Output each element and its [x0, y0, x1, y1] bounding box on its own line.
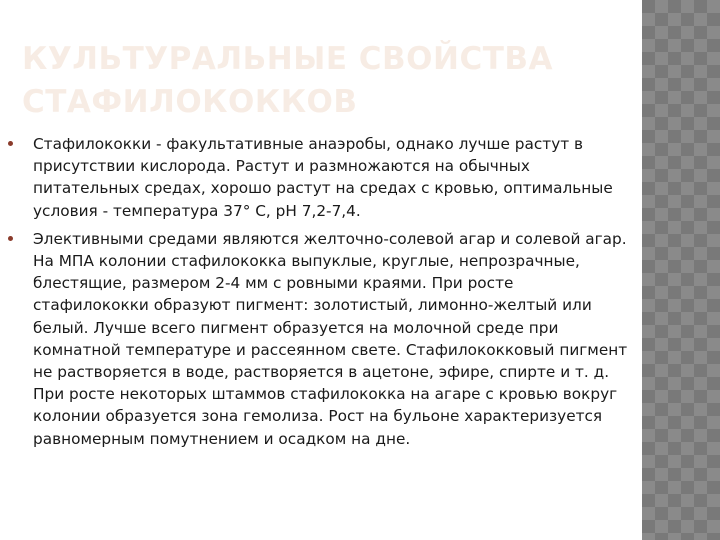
bullet-dot-icon — [8, 141, 13, 146]
decorative-pattern-overlay — [642, 0, 720, 540]
slide-title: КУЛЬТУРАЛЬНЫЕ СВОЙСТВА СТАФИЛОКОККОВ — [22, 41, 553, 120]
bullet-item — [8, 228, 628, 450]
bullet-dot-icon — [8, 236, 13, 241]
bullet-text: Стафилококки - факультативные анаэробы, однако лучше растут в присутствии кислорода. Растут и размножаются на обычных питательных средах, хорошо растут на средах с кровью, оптимальные условия - температура 37° С, рН 7,2-7,4. — [33, 135, 613, 220]
bullet-text: Элективными средами являются желточно-солевой агар и солевой агар. На МПА колонии стафилококка выпуклые, круглые, непрозрачные, блестящие, размером 2-4 мм с ровными краями. При росте стафилококки образуют пигмент: золотистый, лимонно-желтый или белый. Лучше всего пигмент образуется на молочной среде при комнатной температуре и рассеянном свете. Стафилококковый пигмент не растворяется в воде, растворяется в ацетоне, эфире, спирте и т. д. При росте некоторых штаммов стафилококка на агаре с кровью вокруг колонии образуется зона гемолиза. Рост на бульоне характеризуется равномерным помутнением и осадком на дне. — [33, 229, 628, 448]
bullet-list — [8, 133, 628, 456]
bullet-item — [8, 133, 628, 222]
